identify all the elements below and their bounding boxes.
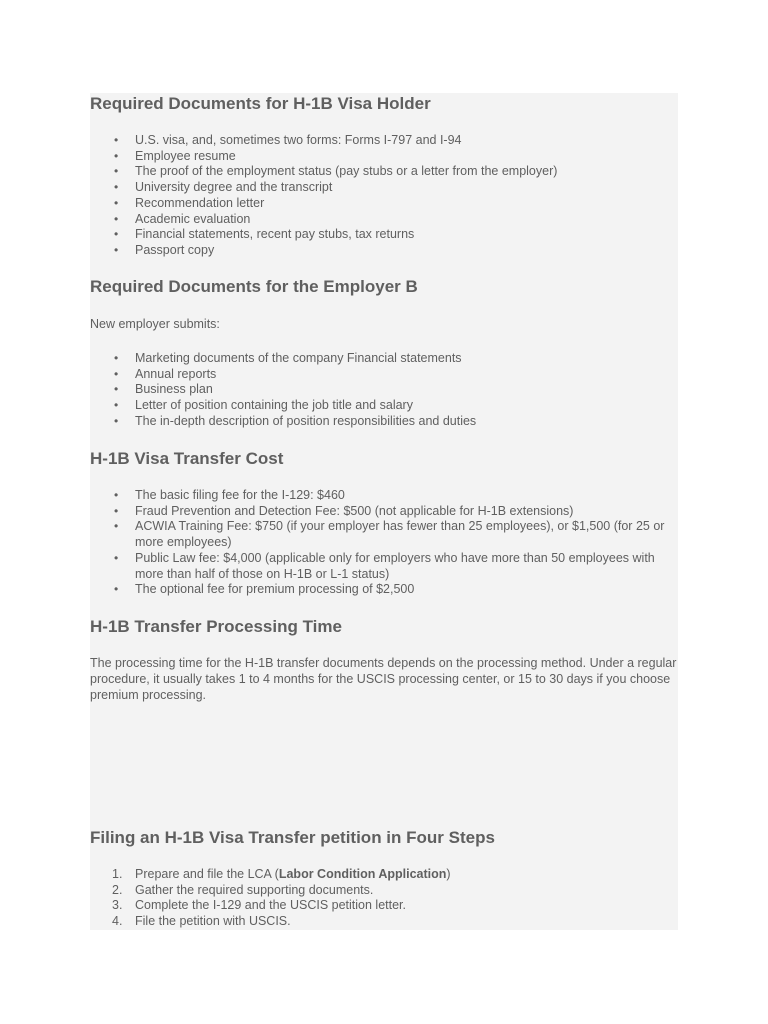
step-text: Gather the required supporting documents. — [135, 882, 374, 897]
list-item: • ACWIA Training Fee: $750 (if your employer has fewer than 25 employees), or $1,500 (for 25 or more employees) — [90, 519, 670, 550]
list-item: • The proof of the employment status (pay stubs or a letter from the employer) — [90, 164, 678, 180]
section-title-holder-docs: Required Documents for H-1B Visa Holder — [90, 94, 431, 113]
section-title-employer-docs: Required Documents for the Employer B — [90, 277, 418, 296]
list-item: • Annual reports — [90, 367, 678, 383]
step-number: 2. — [112, 882, 123, 897]
list-item: • The optional fee for premium processing of $2,500 — [90, 582, 670, 598]
list-item: • Fraud Prevention and Detection Fee: $500 (not applicable for H-1B extensions) — [90, 504, 670, 520]
list-item: • Business plan — [90, 382, 678, 398]
cost-list — [90, 488, 670, 598]
list-item: • Marketing documents of the company Financial statements — [90, 351, 678, 367]
section-title-processing: H-1B Transfer Processing Time — [90, 617, 342, 636]
list-item: • Letter of position containing the job title and salary — [90, 398, 678, 414]
list-item: • Recommendation letter — [90, 196, 678, 212]
list-item: • Academic evaluation — [90, 212, 678, 228]
list-item — [90, 867, 678, 883]
list-item: • Employee resume — [90, 149, 678, 165]
list-item: • University degree and the transcript — [90, 180, 678, 196]
list-item: • U.S. visa, and, sometimes two forms: Forms I-797 and I-94 — [90, 133, 678, 149]
step-text: Prepare and file the LCA ( — [135, 867, 279, 881]
employer-intro-text: New employer submits: — [90, 317, 220, 331]
processing-text: The processing time for the H-1B transfer documents depends on the processing method. Under a regular procedure, it usually takes 1 to 4 months for the USCIS processing center, or 15 to 30 days if you choose premium processing. — [90, 656, 677, 702]
step-number: 4. — [112, 914, 123, 929]
step-text: File the petition with USCIS. — [135, 914, 291, 929]
list-item — [90, 914, 678, 930]
list-item: • Public Law fee: $4,000 (applicable only for employers who have more than 50 employees with more than half of those on H-1B or L-1 status) — [90, 551, 670, 582]
list-item: • Passport copy — [90, 243, 678, 259]
list-item — [90, 883, 678, 899]
employer-docs-list — [90, 351, 678, 430]
list-item: • The basic filing fee for the I-129: $460 — [90, 488, 670, 504]
holder-docs-list — [90, 133, 678, 259]
steps-list — [90, 867, 678, 930]
step-text-after: ) — [446, 867, 451, 881]
step-number: 3. — [112, 898, 123, 913]
step-number: 1. — [112, 867, 123, 881]
list-item — [90, 898, 678, 914]
list-item: • Financial statements, recent pay stubs, tax returns — [90, 227, 678, 243]
section-title-steps: Filing an H-1B Visa Transfer petition in Four Steps — [90, 828, 495, 847]
step-text-bold: Labor Condition Application — [278, 867, 447, 881]
section-title-cost: H-1B Visa Transfer Cost — [90, 449, 284, 468]
step-text: Complete the I-129 and the USCIS petition letter. — [135, 898, 406, 913]
list-item: • The in-depth description of position responsibilities and duties — [90, 414, 678, 430]
